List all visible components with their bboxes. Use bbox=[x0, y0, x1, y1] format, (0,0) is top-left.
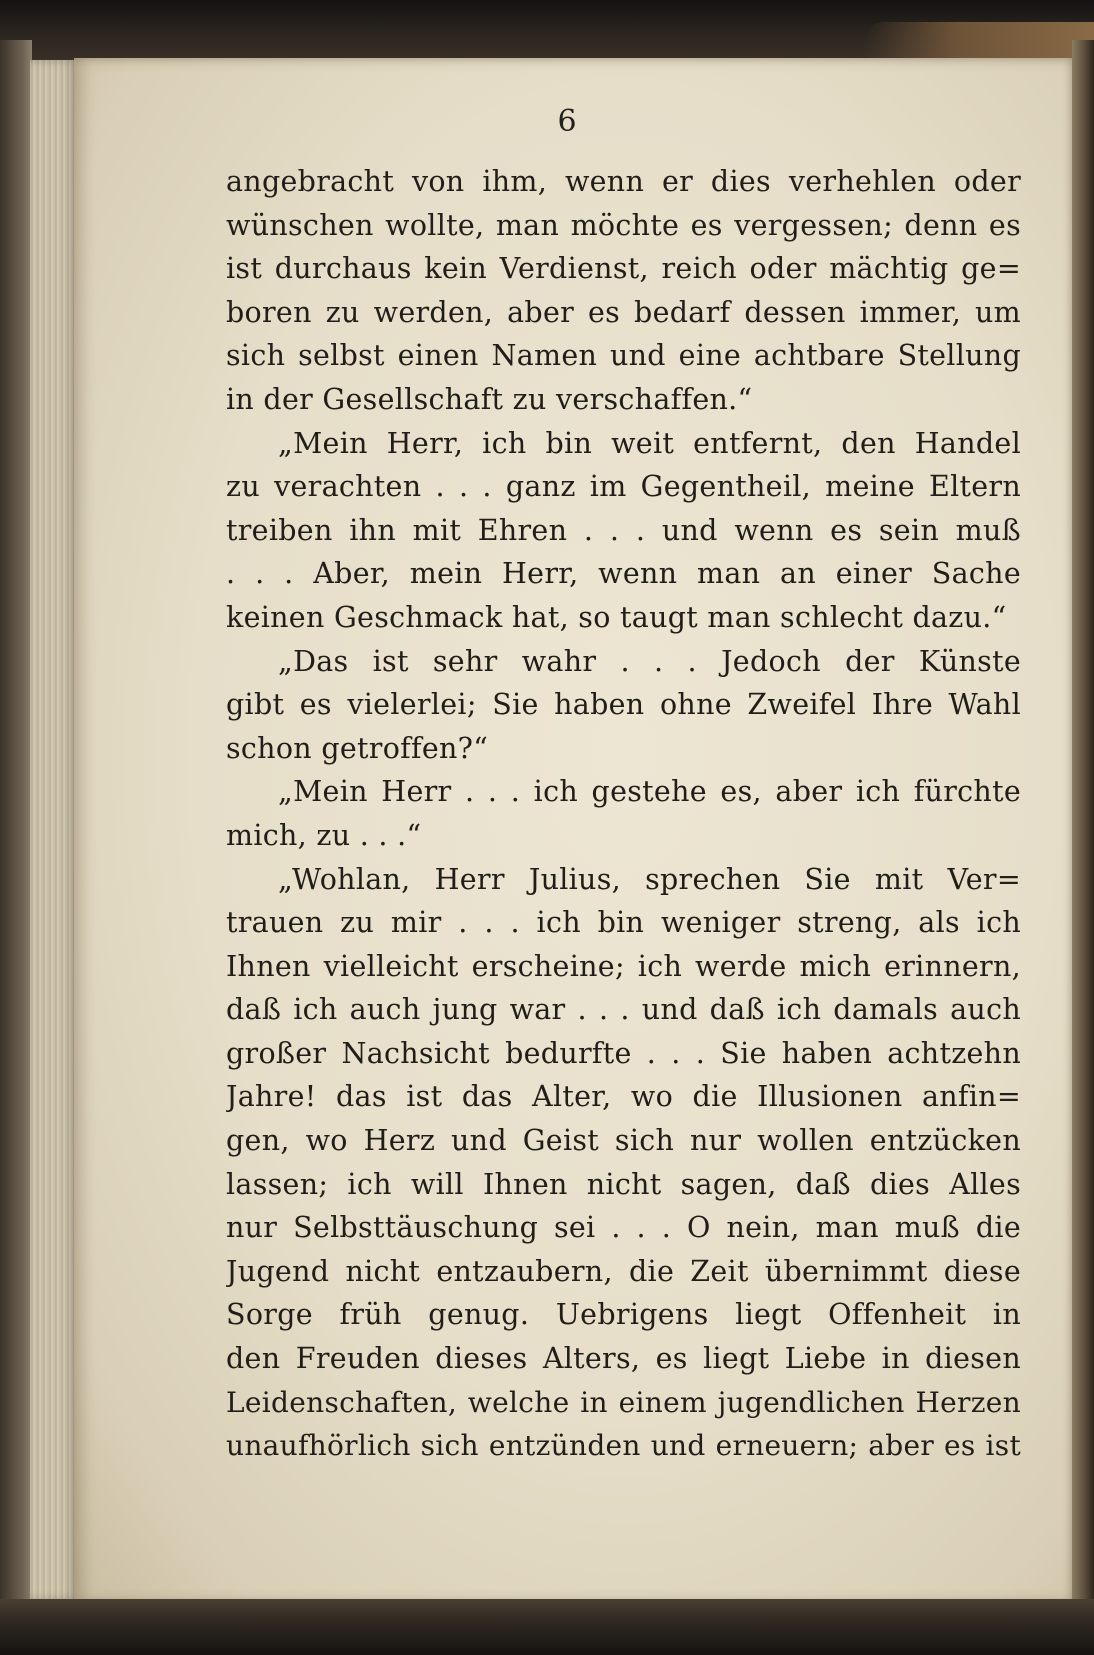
text-line: wünschen wollte, man möchte es vergessen; denn es bbox=[226, 208, 1021, 242]
text-line: Sorge früh genug. Uebrigens liegt Offenheit in bbox=[226, 1298, 1021, 1332]
text-line: treiben ihn mit Ehren . . . und wenn es sein muß bbox=[226, 513, 1021, 547]
text-line: Jahre! das ist das Alter, wo die Illusionen anfin= bbox=[226, 1080, 1021, 1114]
page-stack-edges bbox=[30, 60, 78, 1600]
text-line: Ihnen vielleicht erscheine; ich werde mich erinnern, bbox=[226, 949, 1021, 983]
text-line: unaufhörlich sich entzünden und erneuern; aber es ist bbox=[226, 1429, 1021, 1463]
text-line: trauen zu mir . . . ich bin weniger streng, als ich bbox=[226, 906, 1021, 940]
body-text bbox=[226, 160, 1021, 1468]
text-line: sich selbst einen Namen und eine achtbare Stellung bbox=[226, 339, 1021, 373]
text-line: ist durchaus kein Verdienst, reich oder mächtig ge= bbox=[226, 252, 1021, 286]
text-line: „Mein Herr, ich bin weit entfernt, den Handel bbox=[278, 426, 1021, 460]
right-page-edge bbox=[1072, 40, 1094, 1600]
text-line: nur Selbsttäuschung sei . . . O nein, man muß die bbox=[226, 1211, 1021, 1245]
text-line: boren zu werden, aber es bedarf dessen immer, um bbox=[226, 295, 1021, 329]
text-line: keinen Geschmack hat, so taugt man schlecht dazu.“ bbox=[226, 600, 1007, 634]
text-line: den Freuden dieses Alters, es liegt Liebe in diesen bbox=[226, 1342, 1021, 1376]
text-line: „Das ist sehr wahr . . . Jedoch der Künste bbox=[278, 644, 1021, 678]
text-line: „Mein Herr . . . ich gestehe es, aber ich fürchte bbox=[278, 775, 1021, 809]
text-line: lassen; ich will Ihnen nicht sagen, daß dies Alles bbox=[226, 1167, 1021, 1201]
text-line: in der Gesellschaft zu verschaffen.“ bbox=[226, 382, 753, 416]
text-line: mich, zu . . .“ bbox=[226, 818, 422, 852]
left-cover-edge bbox=[0, 40, 32, 1600]
text-line: großer Nachsicht bedurfte . . . Sie haben achtzehn bbox=[226, 1036, 1021, 1070]
text-line: zu verachten . . . ganz im Gegentheil, meine Eltern bbox=[226, 470, 1021, 504]
text-line: . . . Aber, mein Herr, wenn man an einer Sache bbox=[226, 557, 1021, 591]
text-line: „Wohlan, Herr Julius, sprechen Sie mit Ver= bbox=[278, 862, 1021, 896]
text-line: gibt es vielerlei; Sie haben ohne Zweifel Ihre Wahl bbox=[226, 688, 1021, 722]
text-line: Leidenschaften, welche in einem jugendlichen Herzen bbox=[226, 1385, 1021, 1419]
page-number: 6 bbox=[557, 104, 577, 139]
text-line: gen, wo Herz und Geist sich nur wollen entzücken bbox=[226, 1124, 1021, 1158]
text-line: daß ich auch jung war . . . und daß ich damals auch bbox=[226, 993, 1021, 1027]
text-line: Jugend nicht entzaubern, die Zeit übernimmt diese bbox=[226, 1254, 1021, 1288]
worn-cover-corner bbox=[864, 22, 1094, 62]
text-line: angebracht von ihm, wenn er dies verhehlen oder bbox=[226, 165, 1021, 198]
text-line: schon getroffen?“ bbox=[226, 731, 489, 765]
bottom-cover-edge bbox=[0, 1599, 1094, 1655]
